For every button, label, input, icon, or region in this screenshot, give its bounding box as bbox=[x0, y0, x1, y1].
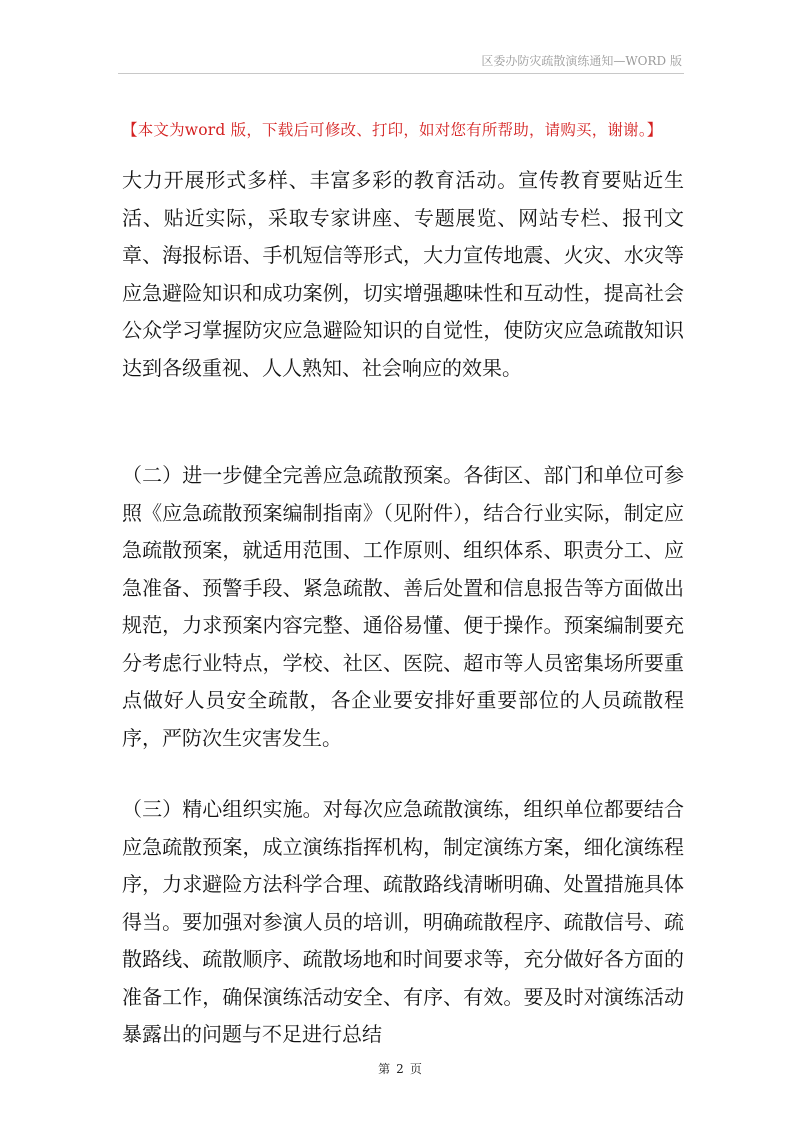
page-number: 2 bbox=[396, 1062, 404, 1076]
page-header: 区委办防灾疏散演练通知—WORD 版 bbox=[481, 54, 682, 68]
header-divider bbox=[118, 73, 684, 74]
purchase-notice: 【本文为word 版，下载后可修改、打印，如对您有所帮助，请购买，谢谢。】 bbox=[122, 121, 663, 139]
paragraph-plan: （二）进一步健全完善应急疏散预案。各街区、部门和单位可参照《应急疏散预案编制指南》（见附件），结合行业实际，制定应急疏散预案，就适用范围、工作原则、组织体系、职责分工、应急准备、预警手段、紧急疏散、善后处置和信息报告等方面做出规范，力求预案内容完整、通俗易懂、便于操作。预案编制要充分考虑行业特点，学校、社区、医院、超市等人员密集场所要重点做好人员安全疏散，各企业要安排好重要部位的人员疏散程序，严防次生灾害发生。 bbox=[122, 463, 684, 750]
paragraph-education: 大力开展形式多样、丰富多彩的教育活动。宣传教育要贴近生活、贴近实际，采取专家讲座、专题展览、网站专栏、报刊文章、海报标语、手机短信等形式，大力宣传地震、火灾、水灾等应急避险知识和成功案例，切实增强趣味性和互动性，提高社会公众学习掌握防灾应急避险知识的自觉性，使防灾应急疏散知识达到各级重视、人人熟知、社会响应的效果。 bbox=[122, 168, 684, 380]
footer-suffix: 页 bbox=[409, 1062, 422, 1076]
paragraph-implementation: （三）精心组织实施。对每次应急疏散演练，组织单位都要结合应急疏散预案，成立演练指挥机构，制定演练方案，细化演练程序，力求避险方法科学合理、疏散路线清晰明确、处置措施具体得当。要加强对参演人员的培训，明确疏散程序、疏散信号、疏散路线、疏散顺序、疏散场地和时间要求等，充分做好各方面的准备工作，确保演练活动安全、有序、有效。要及时对演练活动暴露出的问题与不足进行总结 bbox=[122, 797, 684, 1046]
page-footer bbox=[0, 1060, 800, 1077]
footer-prefix: 第 bbox=[378, 1062, 391, 1076]
